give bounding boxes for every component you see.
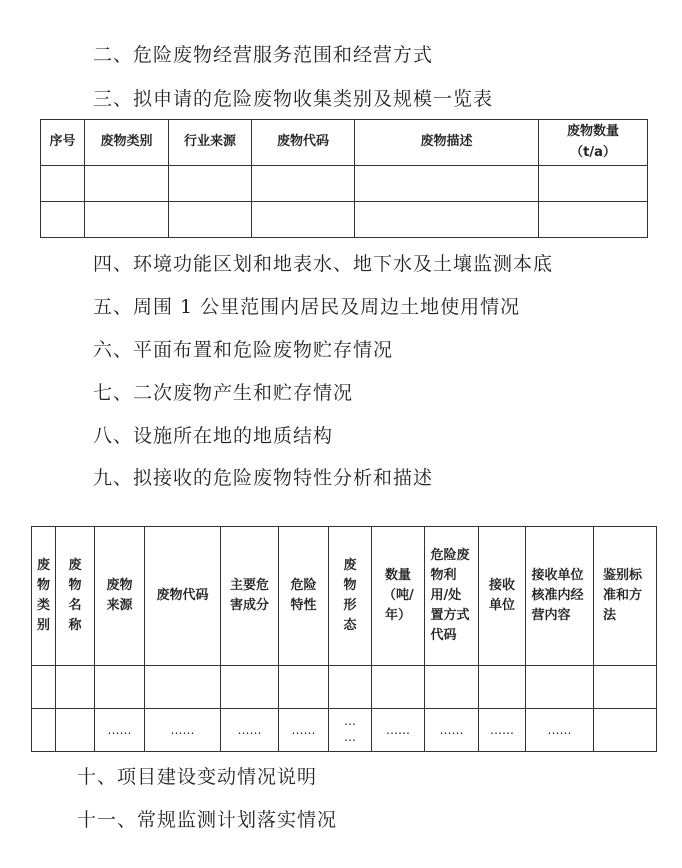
header-text: 废物来源 (106, 577, 133, 613)
table-cell (594, 666, 657, 709)
header-text: 接收单位 (488, 577, 515, 613)
table-header-row (41, 120, 648, 166)
table-cell (539, 202, 648, 238)
table-cell (479, 666, 526, 709)
section-heading-10: 十、项目建设变动情况说明 (77, 766, 318, 788)
header-cell (479, 527, 526, 666)
section-heading-5: 五、周围 1 公里范围内居民及周边土地使用情况 (93, 296, 521, 318)
table-cell: …… (526, 709, 594, 752)
header-cell (221, 527, 279, 666)
table-cell (279, 666, 329, 709)
table-header-row (32, 527, 657, 666)
cell-text: … (344, 714, 356, 729)
header-cell: 废物代码 (252, 120, 355, 166)
table-cell (169, 166, 252, 202)
table-cell: …… (372, 709, 425, 752)
table-cell (355, 166, 539, 202)
header-text: 废物名称 (68, 557, 82, 634)
section-heading-6: 六、平面布置和危险废物贮存情况 (93, 339, 394, 361)
table-cell (85, 166, 169, 202)
section-heading-2: 二、危险废物经营服务范围和经营方式 (93, 44, 434, 66)
header-cell: 废物类别 (85, 120, 169, 166)
header-cell (539, 120, 648, 166)
table-cell: …… (279, 709, 329, 752)
table-cell (221, 666, 279, 709)
section-heading-9: 九、拟接收的危险废物特性分析和描述 (93, 467, 434, 489)
header-cell (56, 527, 95, 666)
table-cell (372, 666, 425, 709)
table-row (32, 666, 657, 709)
header-text: 危险废物利用/处置方式代码 (430, 547, 470, 644)
cell-text: … (344, 730, 356, 744)
header-text: 废物类别 (36, 557, 50, 634)
table-cell: …… (425, 709, 479, 752)
header-cell (329, 527, 372, 666)
table-cell (169, 202, 252, 238)
table-cell: …… (479, 709, 526, 752)
waste-characteristics-table (31, 526, 657, 752)
table-cell (32, 709, 56, 752)
header-text: 废物形态 (343, 557, 357, 634)
header-cell (279, 527, 329, 666)
header-cell: 序号 (41, 120, 85, 166)
header-cell: 行业来源 (169, 120, 252, 166)
table-cell (41, 202, 85, 238)
header-cell (425, 527, 479, 666)
header-text: 鉴别标准和方法 (603, 567, 643, 624)
section-heading-4: 四、环境功能区划和地表水、地下水及土壤监测本底 (93, 253, 554, 275)
table-row (41, 166, 648, 202)
waste-collection-table (40, 119, 648, 238)
table-cell (425, 666, 479, 709)
header-cell: 废物描述 (355, 120, 539, 166)
header-text: 废物数量 (566, 124, 619, 140)
header-cell (145, 527, 221, 666)
section-heading-11: 十一、常规监测计划落实情况 (77, 809, 338, 831)
table-cell (32, 666, 56, 709)
table-cell: …… (95, 709, 145, 752)
header-text: 危险特性 (290, 577, 317, 613)
table-cell (41, 166, 85, 202)
table-cell (95, 666, 145, 709)
header-unit: （t/a） (570, 144, 616, 160)
table-cell (252, 202, 355, 238)
header-cell (95, 527, 145, 666)
table-cell (355, 202, 539, 238)
table-cell (594, 709, 657, 752)
table-cell (329, 666, 372, 709)
section-heading-7: 七、二次废物产生和贮存情况 (93, 382, 354, 404)
section-heading-3: 三、拟申请的危险废物收集类别及规模一览表 (93, 88, 494, 110)
table-cell (145, 666, 221, 709)
header-text: 主要危害成分 (229, 577, 269, 613)
table-cell (526, 666, 594, 709)
header-text: 废物代码 (156, 587, 209, 603)
header-text: 数量（吨/年） (383, 567, 414, 624)
header-cell (526, 527, 594, 666)
header-text: 接收单位核准内经营内容 (531, 567, 584, 624)
table-row (41, 202, 648, 238)
table-cell (539, 166, 648, 202)
table-cell (56, 666, 95, 709)
header-cell (594, 527, 657, 666)
table-cell: …… (221, 709, 279, 752)
section-heading-8: 八、设施所在地的地质结构 (93, 425, 334, 447)
header-cell (32, 527, 56, 666)
table-cell (85, 202, 169, 238)
table-cell (56, 709, 95, 752)
table-cell (252, 166, 355, 202)
header-cell (372, 527, 425, 666)
table-cell (329, 709, 372, 752)
table-row (32, 709, 657, 752)
table-cell: …… (145, 709, 221, 752)
